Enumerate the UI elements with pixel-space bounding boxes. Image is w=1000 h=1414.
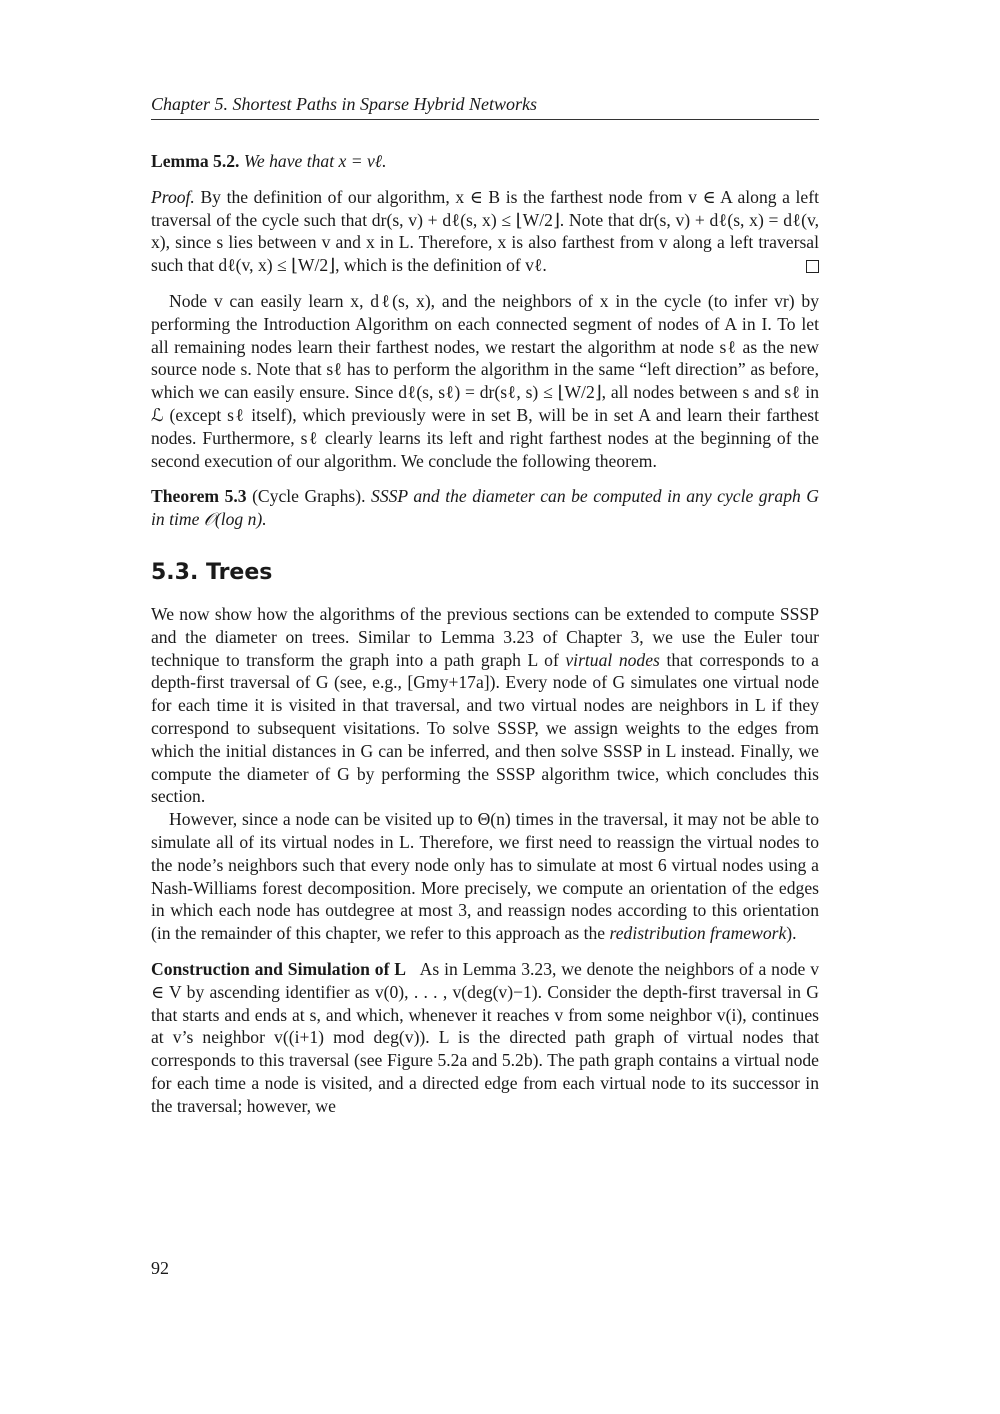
proof-text: By the definition of our algorithm, x ∈ B is the farthest node from v ∈ A along a left traversal of the cycle such that dr(s, v) + dℓ(s, x) ≤ ⌊W/2⌋. Note that dr(s, v) + dℓ(s, x) = dℓ(v, x), since s lies between v and x in L. Therefore, x is also farthest from v along a left traversal such that dℓ(v, x) ≤ ⌊W/2⌋, which is the definition of vℓ. xyxy=(151,186,819,276)
page-number: 92 xyxy=(151,1258,169,1278)
page-body xyxy=(151,150,819,1117)
paragraph-trees-intro xyxy=(151,603,819,808)
construction-heading: Construction and Simulation of L xyxy=(151,958,407,979)
redistribution-text-a: However, since a node can be visited up to Θ(n) times in the traversal, it may not be able to simulate all of its virtual nodes in L. Therefore, we first need to reassign the virtual nodes to the node’s neighbors such that every node only has to simulate at most 6 virtual nodes using a Nash-Williams forest decomposition. More precisely, we compute an orientation of the edges in which each node has outdegree at most 3, and reassign nodes according to this orientation (in the remainder of this chapter, we refer to this approach as the xyxy=(151,809,819,944)
trees-intro-text-b: that corresponds to a depth-first traversal of G (see, e.g., [Gmy+17a]). Every node of G simulates one virtual node for each time it is visited in that traversal, and two virtual nodes are neighbors in L if they correspond to subsequent visitations. To solve SSSP, we assign weights to the edges from which the initial distances in G can be inferred, and then solve SSSP in L instead. Finally, we compute the diameter of G by performing the SSSP algorithm twice, which concludes this section. xyxy=(151,649,819,807)
proof-label: Proof. xyxy=(151,186,195,207)
theorem-label: Theorem 5.3 xyxy=(151,486,247,507)
construction-text: As in Lemma 3.23, we denote the neighbors of a node v ∈ V by ascending identifier as v(0), . . . , v(deg(v)−1). Consider the depth-first traversal in G that starts and ends at s, and which, whenever it reaches v from some neighbor v(i), continues at v’s neighbor v((i+1) mod deg(v)). L is the directed path graph of virtual nodes that corresponds to this traversal (see Figure 5.2a and 5.2b). The path graph contains a virtual node for each time a node is visited, and a directed edge from each virtual node to its successor in the traversal; however, we xyxy=(151,958,820,1116)
theorem-name: (Cycle Graphs). xyxy=(252,486,366,507)
theorem-5-3 xyxy=(151,485,819,531)
proof xyxy=(151,186,819,277)
qed-box-icon xyxy=(806,260,819,273)
theorem-statement: SSSP and the diameter can be computed in any cycle graph G in time 𝒪(log n). xyxy=(151,486,819,530)
lemma-statement: We have that x = vℓ. xyxy=(243,151,387,171)
trees-intro-text-a: We now show how the algorithms of the previous sections can be extended to compute SSSP and the diameter on trees. Similar to Lemma 3.23 of Chapter 3, we use the Euler tour technique to transform the graph into a path graph L of xyxy=(151,603,819,670)
lemma-label: Lemma 5.2. xyxy=(151,151,240,171)
paragraph-construction xyxy=(151,958,819,1118)
section-title-trees: 5.3. Trees xyxy=(151,559,273,585)
trees-intro-emphasis: virtual nodes xyxy=(565,649,660,670)
running-header: Chapter 5. Shortest Paths in Sparse Hybrid Networks xyxy=(151,92,819,120)
paragraph-redistribution xyxy=(151,808,819,945)
redistribution-emphasis: redistribution framework xyxy=(609,923,787,944)
paragraph-farthest-nodes: Node v can easily learn x, dℓ(s, x), and the neighbors of x in the cycle (to infer vr) by performing the Introduction Algorithm on each connected segment of nodes of A in I. To let all remaining nodes learn their farthest nodes, we restart the algorithm at node sℓ as the new source node s. Note that sℓ has to perform the algorithm in the same “left direction” as before, which we can easily ensure. Since dℓ(s, sℓ) = dr(sℓ, s) ≤ ⌊W/2⌋, all nodes between s and sℓ in ℒ (except sℓ itself), which previously were in set B, will be in set A and learn their farthest nodes. Furthermore, sℓ clearly learns its left and right farthest nodes at the beginning of the second execution of our algorithm. We conclude the following theorem. xyxy=(151,290,819,471)
redistribution-text-b: ). xyxy=(786,923,797,944)
lemma-5-2 xyxy=(151,150,819,173)
